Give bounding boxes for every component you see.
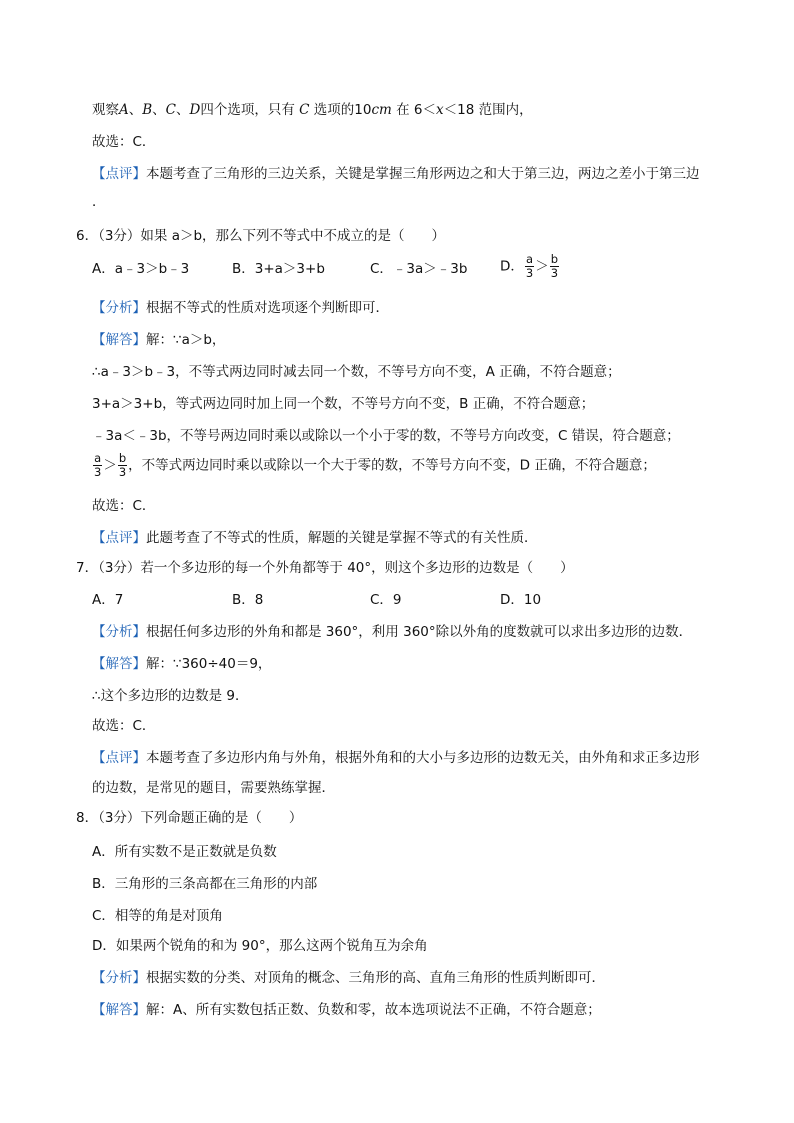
solution-line xyxy=(92,654,271,674)
q7-option-d: D．10 xyxy=(500,592,542,608)
answer-line: 故选：C． xyxy=(92,718,156,734)
text-span: C xyxy=(299,102,310,118)
analysis-tag: 【分析】 xyxy=(92,624,146,640)
text-span: 观察 xyxy=(92,102,119,118)
solution-step: 3+a＞3+b，等式两边同时加上同一个数，不等号方向不变，B 正确，不符合题意； xyxy=(92,396,595,412)
fraction xyxy=(118,452,127,479)
text-span: 四个选项，只有 xyxy=(200,102,295,118)
text-span: cm xyxy=(371,102,392,118)
q6-option-d xyxy=(500,253,560,280)
question-8-stem: 8．（3分）下列命题正确的是（ ） xyxy=(76,810,303,826)
comment-line xyxy=(92,528,538,548)
text-span: 选项的 xyxy=(313,102,355,118)
q6-option-a: A．a﹣3＞b﹣3 xyxy=(92,261,190,277)
solution-step: ∴a﹣3＞b﹣3，不等式两边同时减去同一个数，不等号方向不变，A 正确，不符合题意； xyxy=(92,364,621,380)
text-span: A xyxy=(119,102,129,118)
text-span: 、 xyxy=(152,102,166,118)
comment-text: 本题考查了多边形内角与外角，根据外角和的大小与多边形的边数无关，由外角和求正多边形 xyxy=(146,750,700,766)
fraction-denominator: 3 xyxy=(525,266,534,280)
text-span: C xyxy=(165,102,177,118)
text-span: 、 xyxy=(128,102,143,118)
text-span: D． xyxy=(500,258,524,275)
fraction-denominator: 3 xyxy=(550,266,559,280)
text-span: ＞ xyxy=(535,258,549,275)
comment-text: 此题考查了不等式的性质，解题的关键是掌握不等式的有关性质． xyxy=(146,530,538,546)
fraction-numerator: b xyxy=(118,451,127,465)
text-span: 10 xyxy=(354,102,372,118)
question-7-stem: 7．（3分）若一个多边形的每一个外角都等于 40°，则这个多边形的边数是（ ） xyxy=(76,560,574,576)
fraction xyxy=(93,452,102,479)
text-span: ，不等式两边同时乘以或除以一个大于零的数，不等号方向不变，D 正确，不符合题意； xyxy=(128,457,656,474)
solution-step: ∴这个多边形的边数是 9． xyxy=(92,688,249,704)
solution-text: 解：∵360÷40＝9， xyxy=(146,656,272,672)
q6-option-b: B．3+a＞3+b xyxy=(232,261,325,277)
solution-step: ﹣3a＜﹣3b，不等号两边同时乘以或除以一个小于零的数，不等号方向改变，C 错误，符合题意； xyxy=(92,428,680,444)
q8-option-d: D．如果两个锐角的和为 90°，那么这两个锐角互为余角 xyxy=(92,938,428,954)
text-span: 在 6＜ xyxy=(396,102,437,118)
q7-option-b: B．8 xyxy=(232,592,264,608)
analysis-text: 根据实数的分类、对顶角的概念、三角形的高、直角三角形的性质判断即可． xyxy=(146,970,605,986)
text-span: ＞ xyxy=(103,457,117,474)
comment-dot: ． xyxy=(92,194,106,210)
q8-option-a: A．所有实数不是正数就是负数 xyxy=(92,844,277,860)
fraction xyxy=(525,253,534,280)
answer-line: 故选：C． xyxy=(92,134,156,150)
text-span: x xyxy=(436,102,444,118)
comment-text: 本题考查了三角形的三边关系，关键是掌握三角形两边之和大于第三边，两边之差小于第三边 xyxy=(146,166,700,182)
answer-line: 故选：C． xyxy=(92,498,156,514)
solution-tag: 【解答】 xyxy=(92,1002,146,1018)
fraction-numerator: a xyxy=(94,451,102,465)
text-span: ＜18 范围内， xyxy=(443,102,533,118)
question-6-stem: 6．（3分）如果 a＞b，那么下列不等式中不成立的是（ ） xyxy=(76,228,446,244)
analysis-text: 根据任何多边形的外角和都是 360°，利用 360°除以外角的度数就可以求出多边形的边数． xyxy=(146,624,693,640)
fraction-denominator: 3 xyxy=(118,465,127,479)
solution-text: 解：A、所有实数包括正数、负数和零，故本选项说法不正确，不符合题意； xyxy=(146,1002,601,1018)
comment-tag: 【点评】 xyxy=(92,750,146,766)
text-span: B xyxy=(142,102,153,118)
q7-option-c: C．9 xyxy=(370,592,402,608)
solution-text: 解：∵a＞b， xyxy=(146,332,226,348)
text-line xyxy=(92,100,533,120)
q8-option-b: B．三角形的三条高都在三角形的内部 xyxy=(92,876,318,892)
fraction-denominator: 3 xyxy=(94,465,102,479)
analysis-line xyxy=(92,298,389,318)
comment-tag: 【点评】 xyxy=(92,530,146,546)
solution-step xyxy=(92,452,656,479)
text-span: 、 xyxy=(176,102,190,118)
solution-tag: 【解答】 xyxy=(92,332,146,348)
fraction-numerator: a xyxy=(526,252,534,266)
analysis-tag: 【分析】 xyxy=(92,300,146,316)
comment-line: 的边数，是常见的题目，需要熟练掌握． xyxy=(92,780,335,796)
analysis-tag: 【分析】 xyxy=(92,970,146,986)
q6-option-c: C．﹣3a＞﹣3b xyxy=(370,261,468,277)
analysis-line xyxy=(92,622,692,642)
comment-line xyxy=(92,164,700,184)
solution-line xyxy=(92,1000,601,1020)
solution-tag: 【解答】 xyxy=(92,656,146,672)
fraction-numerator: b xyxy=(550,252,559,266)
text-span: D xyxy=(189,102,201,118)
analysis-text: 根据不等式的性质对选项逐个判断即可． xyxy=(146,300,389,316)
q8-option-c: C．相等的角是对顶角 xyxy=(92,908,223,924)
fraction xyxy=(550,253,559,280)
analysis-line xyxy=(92,968,605,988)
solution-line xyxy=(92,330,225,350)
comment-line xyxy=(92,748,700,768)
q7-option-a: A．7 xyxy=(92,592,124,608)
comment-tag: 【点评】 xyxy=(92,166,146,182)
